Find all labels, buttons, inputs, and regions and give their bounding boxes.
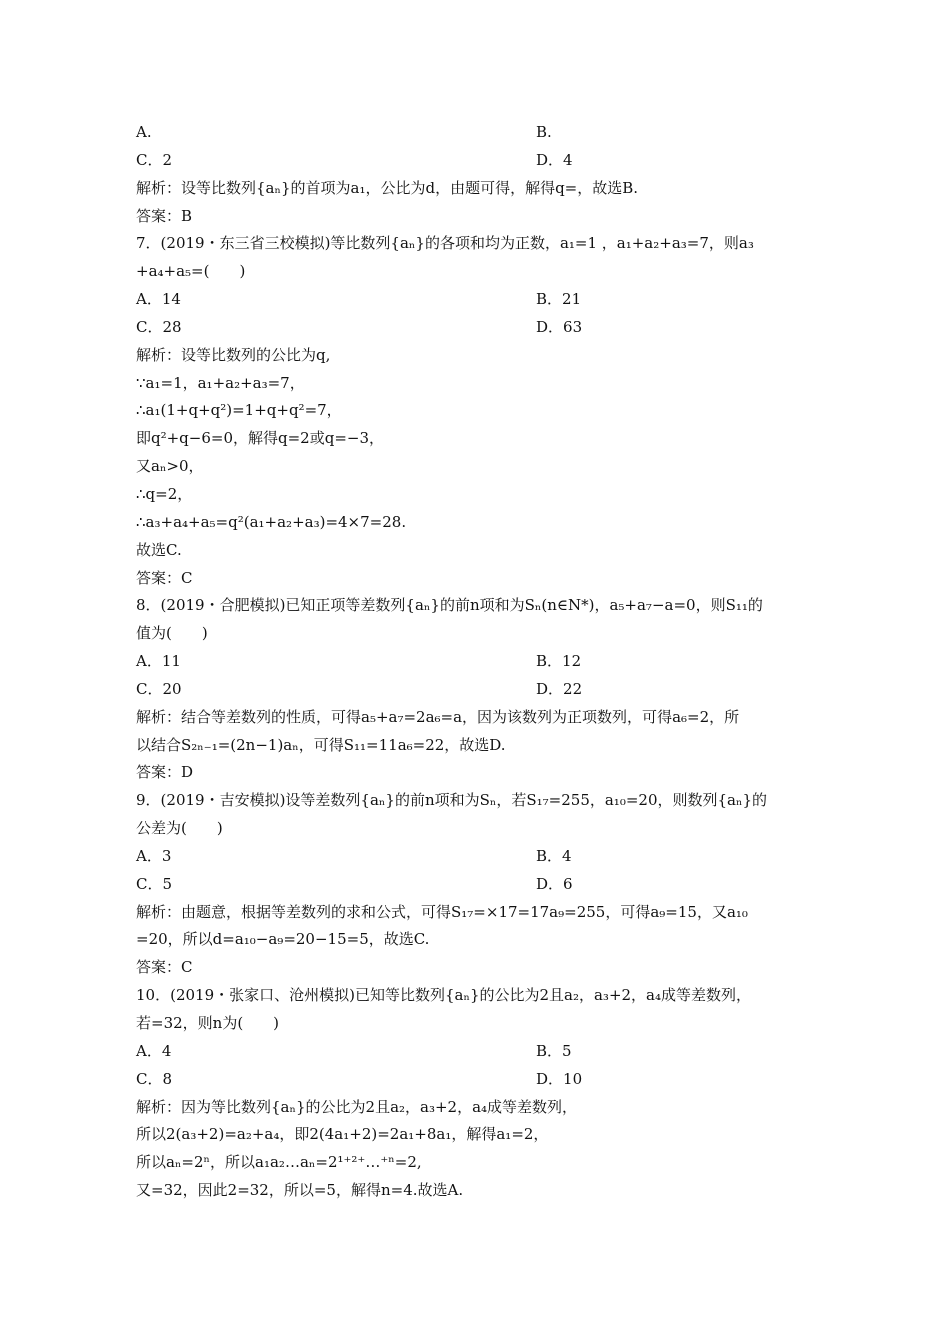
answer-line: 答案：C (136, 958, 193, 977)
option-b: B．5 (536, 1041, 572, 1060)
analysis-line: 以结合S₂ₙ₋₁=(2n−1)aₙ，可得S₁₁=11a₆=22，故选D. (136, 735, 506, 754)
option-a: A. (136, 123, 152, 141)
analysis-line: ∴a₁(1+q+q²)=1+q+q²=7， (136, 401, 342, 420)
option-d: D．22 (536, 679, 583, 698)
option-d: D．63 (536, 317, 583, 336)
document-page (136, 119, 816, 1205)
option-d: D．10 (536, 1069, 583, 1088)
option-b: B．4 (536, 846, 572, 865)
option-b: B. (536, 123, 552, 141)
options-row (136, 676, 816, 704)
analysis-line: =20，所以d=a₁₀−a₉=20−15=5，故选C. (136, 930, 430, 949)
answer-line: 答案：B (136, 206, 193, 225)
question-10-stem-cont: 若=32，则n为( ) (136, 1014, 280, 1032)
question-9-stem: 9．(2019・吉安模拟)设等差数列{aₙ}的前n项和为Sₙ，若S₁₇=255，a₁₀=20，则数列{aₙ}的 (136, 791, 768, 810)
analysis-line: 所以aₙ=2ⁿ，所以a₁a₂…aₙ=2¹⁺²⁺…⁺ⁿ=2, (136, 1153, 422, 1172)
options-row (136, 843, 816, 871)
option-d: D．4 (536, 150, 573, 169)
question-7-stem-cont: +a₄+a₅=( ) (136, 262, 246, 281)
analysis-line: ∴q=2， (136, 484, 193, 503)
analysis-line: 即q²+q−6=0，解得q=2或q=−3， (136, 429, 385, 448)
options-row (136, 1066, 816, 1094)
analysis-line: 解析：由题意，根据等差数列的求和公式，可得S₁₇=×17=17a₉=255，可得a₉=15，又a₁₀ (136, 902, 748, 921)
option-a: A．3 (136, 846, 172, 865)
options-row (136, 119, 816, 147)
analysis-line: 解析：结合等差数列的性质，可得a₅+a₇=2a₆=a，因为该数列为正项数列，可得a₆=2，所 (136, 707, 740, 726)
options-row (136, 648, 816, 676)
analysis-line: 故选C. (136, 540, 182, 559)
analysis-line: 又=32，因此2=32，所以=5，解得n=4.故选A. (136, 1181, 464, 1200)
question-10-stem: 10．(2019・张家口、沧州模拟)已知等比数列{aₙ}的公比为2且a₂，a₃+2，a₄成等差数列， (136, 986, 752, 1005)
option-b: B．21 (536, 290, 582, 309)
option-c: C．20 (136, 679, 182, 698)
options-row (136, 286, 816, 314)
question-8-stem-cont: 值为( ) (136, 624, 208, 643)
options-row (136, 147, 816, 175)
options-row (136, 314, 816, 342)
answer-line: 答案：C (136, 568, 193, 587)
question-8-stem: 8．(2019・合肥模拟)已知正项等差数列{aₙ}的前n项和为Sₙ(n∈N*)，a₅+a₇−a=0，则S₁₁的 (136, 596, 763, 615)
option-c: C．28 (136, 317, 182, 336)
analysis-line: 解析：设等比数列的公比为q, (136, 345, 331, 364)
option-c: C．5 (136, 874, 173, 893)
option-b: B．12 (536, 652, 582, 671)
option-d: D．6 (536, 874, 573, 893)
question-9-stem-cont: 公差为( ) (136, 819, 223, 838)
answer-line: 答案：D (136, 763, 194, 782)
options-row (136, 1038, 816, 1066)
analysis-line: ∴a₃+a₄+a₅=q²(a₁+a₂+a₃)=4×7=28. (136, 512, 407, 531)
analysis-line: 所以2(a₃+2)=a₂+a₄，即2(4a₁+2)=2a₁+8a₁，解得a₁=2， (136, 1125, 549, 1144)
option-a: A．4 (136, 1041, 172, 1060)
question-7-stem: 7．(2019・东三省三校模拟)等比数列{aₙ}的各项和均为正数，a₁=1 ，a₁+a₂+a₃=7，则a₃ (136, 234, 754, 253)
analysis-line: 解析：因为等比数列{aₙ}的公比为2且a₂，a₃+2，a₄成等差数列， (136, 1097, 578, 1116)
option-c: C．8 (136, 1069, 173, 1088)
option-c: C．2 (136, 150, 173, 169)
options-row (136, 871, 816, 899)
analysis-line: 又aₙ>0， (136, 457, 204, 476)
analysis-line: ∵a₁=1，a₁+a₂+a₃=7， (136, 373, 305, 392)
analysis-line: 解析：设等比数列{aₙ}的首项为a₁，公比为d，由题可得，解得q=，故选B. (136, 178, 639, 197)
option-a: A．11 (136, 652, 181, 671)
option-a: A．14 (136, 290, 181, 309)
